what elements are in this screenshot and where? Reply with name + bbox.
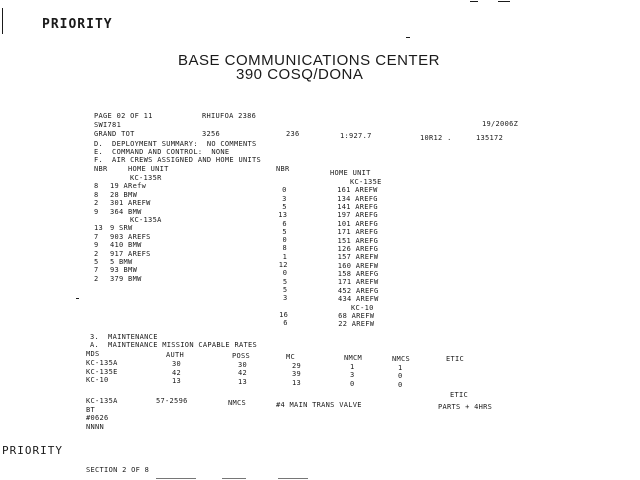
crew-nbr: 2: [94, 249, 99, 258]
crew-nbr: 9: [94, 207, 99, 216]
sequence-number: #0626: [86, 414, 109, 422]
cutoff-text-mark-3: [278, 478, 308, 479]
crew-home-unit: 197 AREFG: [337, 211, 378, 220]
routing-id: RHIUFOA 2386: [202, 112, 257, 120]
detail-etic: PARTS + 4HRS: [438, 403, 493, 411]
crew-nbr: 8: [282, 244, 288, 253]
crew-aircraft-type: KC-135R: [130, 174, 162, 182]
crew-home-unit: 917 AREFS: [110, 249, 151, 258]
crew-home-unit: 452 AREFG: [337, 286, 379, 295]
section-footer: SECTION 2 OF 8: [86, 466, 150, 474]
crew-nbr: 1: [282, 252, 288, 261]
mc-header: MDS: [86, 350, 100, 358]
center-subtitle: 390 COSQ/DONA: [236, 66, 364, 83]
crew-nbr: 8: [94, 190, 99, 199]
mc-cell: 42: [172, 368, 182, 377]
mc-header: POSS: [232, 351, 251, 360]
crew-nbr: 2: [94, 199, 99, 208]
mc-cell: 1: [350, 362, 355, 371]
priority-header: PRIORITY: [42, 17, 113, 32]
section-e: E. COMMAND AND CONTROL: NONE: [94, 148, 230, 156]
crew-aircraft-type: KC-135A: [130, 216, 162, 224]
crew-nbr: 3: [282, 294, 288, 303]
detail-mds: KC-135A: [86, 397, 118, 405]
crew-home-unit: 903 AREFS: [110, 232, 151, 241]
crew-nbr: 13: [278, 211, 288, 220]
crew-home-unit: 68 AREFW: [338, 311, 375, 320]
crew-nbr: 9: [94, 241, 99, 250]
crew-home-unit: 160 AREFW: [337, 261, 379, 270]
grand-total-v1: 3256: [202, 130, 221, 138]
crew-home-unit: 161 AREFW: [337, 186, 378, 195]
page-number: PAGE 02 OF 11: [94, 112, 153, 120]
mc-cell: KC-10: [86, 376, 109, 385]
crew-home-unit: 410 BMW: [110, 241, 142, 250]
crew-home-unit: 141 AREFG: [337, 203, 378, 212]
crew-nbr: 5: [282, 202, 287, 211]
left-home-unit-header: HOME UNIT: [128, 165, 169, 173]
mc-cell: 29: [292, 361, 302, 370]
detail-status: NMCS: [228, 399, 247, 407]
mc-cell: 0: [398, 372, 403, 381]
crew-nbr: 7: [94, 266, 99, 275]
mc-header: ETIC: [446, 355, 465, 364]
grand-total-v3: 1:927.7: [340, 132, 372, 140]
crew-home-unit: 101 AREFG: [337, 219, 378, 228]
crew-home-unit: 434 AREFW: [337, 295, 379, 304]
crew-home-unit: 22 AREFW: [338, 320, 375, 329]
crew-home-unit: 93 BMW: [110, 266, 138, 275]
left-margin-mark: [2, 8, 3, 34]
grand-total-v2: 236: [286, 130, 300, 138]
section-3: 3. MAINTENANCE: [90, 333, 158, 341]
crew-home-unit: 301 AREFW: [110, 199, 151, 208]
mc-cell: 39: [292, 370, 302, 379]
end-nnnn: NNNN: [86, 423, 105, 431]
header-dash: [406, 37, 410, 38]
crew-home-unit: 9 SRW: [110, 224, 133, 233]
crew-home-unit: 364 BMW: [110, 207, 142, 216]
crew-home-unit: 379 BMW: [110, 274, 142, 283]
mc-cell: KC-135E: [86, 367, 118, 376]
crew-nbr: 5: [282, 285, 288, 294]
cutoff-text-mark: [156, 478, 196, 479]
crew-nbr: 13: [94, 224, 104, 233]
crew-aircraft-type: KC-10: [351, 303, 374, 312]
crew-nbr: 6: [282, 219, 287, 228]
top-right-mark-2: [498, 1, 510, 2]
crew-home-unit: 19 ARefw: [110, 182, 147, 191]
crew-nbr: 8: [94, 182, 99, 191]
crew-home-unit: 5 BMW: [110, 258, 133, 266]
right-nbr-header: NBR: [276, 165, 290, 173]
crew-home-unit: 171 AREFW: [337, 278, 379, 287]
mc-cell: 30: [238, 360, 248, 369]
crew-home-unit: 134 AREFG: [337, 194, 378, 203]
mc-header: MC: [286, 352, 296, 361]
crew-nbr: 7: [94, 232, 99, 241]
crew-nbr: 0: [282, 236, 287, 245]
crew-nbr: 5: [282, 227, 287, 236]
cutoff-text-mark-2: [222, 478, 246, 479]
crew-nbr: 16: [279, 310, 289, 319]
dtg: 19/2006Z: [482, 120, 519, 128]
crew-nbr: 3: [282, 194, 287, 203]
detail-reason: #4 MAIN TRANS VALVE: [276, 401, 362, 409]
section-d: D. DEPLOYMENT SUMMARY: NO COMMENTS: [94, 140, 257, 148]
crew-home-unit: 158 AREFG: [337, 270, 379, 279]
mc-cell: 1: [398, 363, 403, 372]
mc-cell: 30: [172, 359, 182, 368]
crew-nbr: 6: [283, 319, 288, 328]
mc-header: AUTH: [166, 350, 185, 359]
mc-cell: 0: [398, 380, 403, 389]
grand-total-v5: 135172: [476, 134, 504, 142]
mc-header: NMCM: [344, 353, 363, 362]
crew-nbr: 0: [282, 186, 287, 195]
mc-cell: KC-135A: [86, 359, 118, 367]
mc-cell: 13: [292, 378, 302, 387]
section-f: F. AIR CREWS ASSIGNED AND HOME UNITS: [94, 156, 262, 164]
crew-nbr: 2: [94, 274, 99, 283]
detail-serial: 57-2596: [156, 397, 188, 405]
mc-cell: 42: [238, 369, 248, 378]
mc-cell: 13: [172, 377, 182, 386]
mc-header: NMCS: [392, 354, 411, 363]
crew-home-unit: 157 AREFW: [337, 253, 379, 262]
mc-cell: 3: [350, 371, 355, 380]
crew-home-unit: 151 AREFG: [337, 236, 379, 245]
grand-total-label: GRAND TOT: [94, 130, 135, 138]
left-nbr-header: NBR: [94, 165, 108, 173]
right-home-unit-header: HOME UNIT: [330, 169, 371, 177]
swi-code: SWI781: [94, 121, 122, 129]
crew-home-unit: 28 BMW: [110, 190, 138, 199]
mc-cell: 0: [350, 379, 355, 388]
crew-nbr: 5: [94, 258, 99, 266]
stray-mark: [76, 298, 79, 299]
crew-home-unit: 171 AREFG: [337, 228, 379, 237]
crew-nbr: 5: [282, 277, 288, 286]
break-bt: BT: [86, 406, 96, 414]
crew-aircraft-type: KC-135E: [350, 178, 382, 186]
crew-nbr: 0: [282, 269, 288, 278]
crew-nbr: 12: [278, 261, 288, 269]
priority-footer: PRIORITY: [2, 444, 63, 457]
etic-label: ETIC: [450, 391, 469, 399]
mc-cell: 13: [238, 378, 248, 386]
center-title: BASE COMMUNICATIONS CENTER: [178, 52, 440, 69]
top-right-mark: [470, 1, 478, 2]
grand-total-v4: 10R12 .: [420, 134, 452, 142]
section-3a: A. MAINTENANCE MISSION CAPABLE RATES: [90, 341, 258, 349]
crew-home-unit: 126 AREFG: [337, 244, 379, 253]
